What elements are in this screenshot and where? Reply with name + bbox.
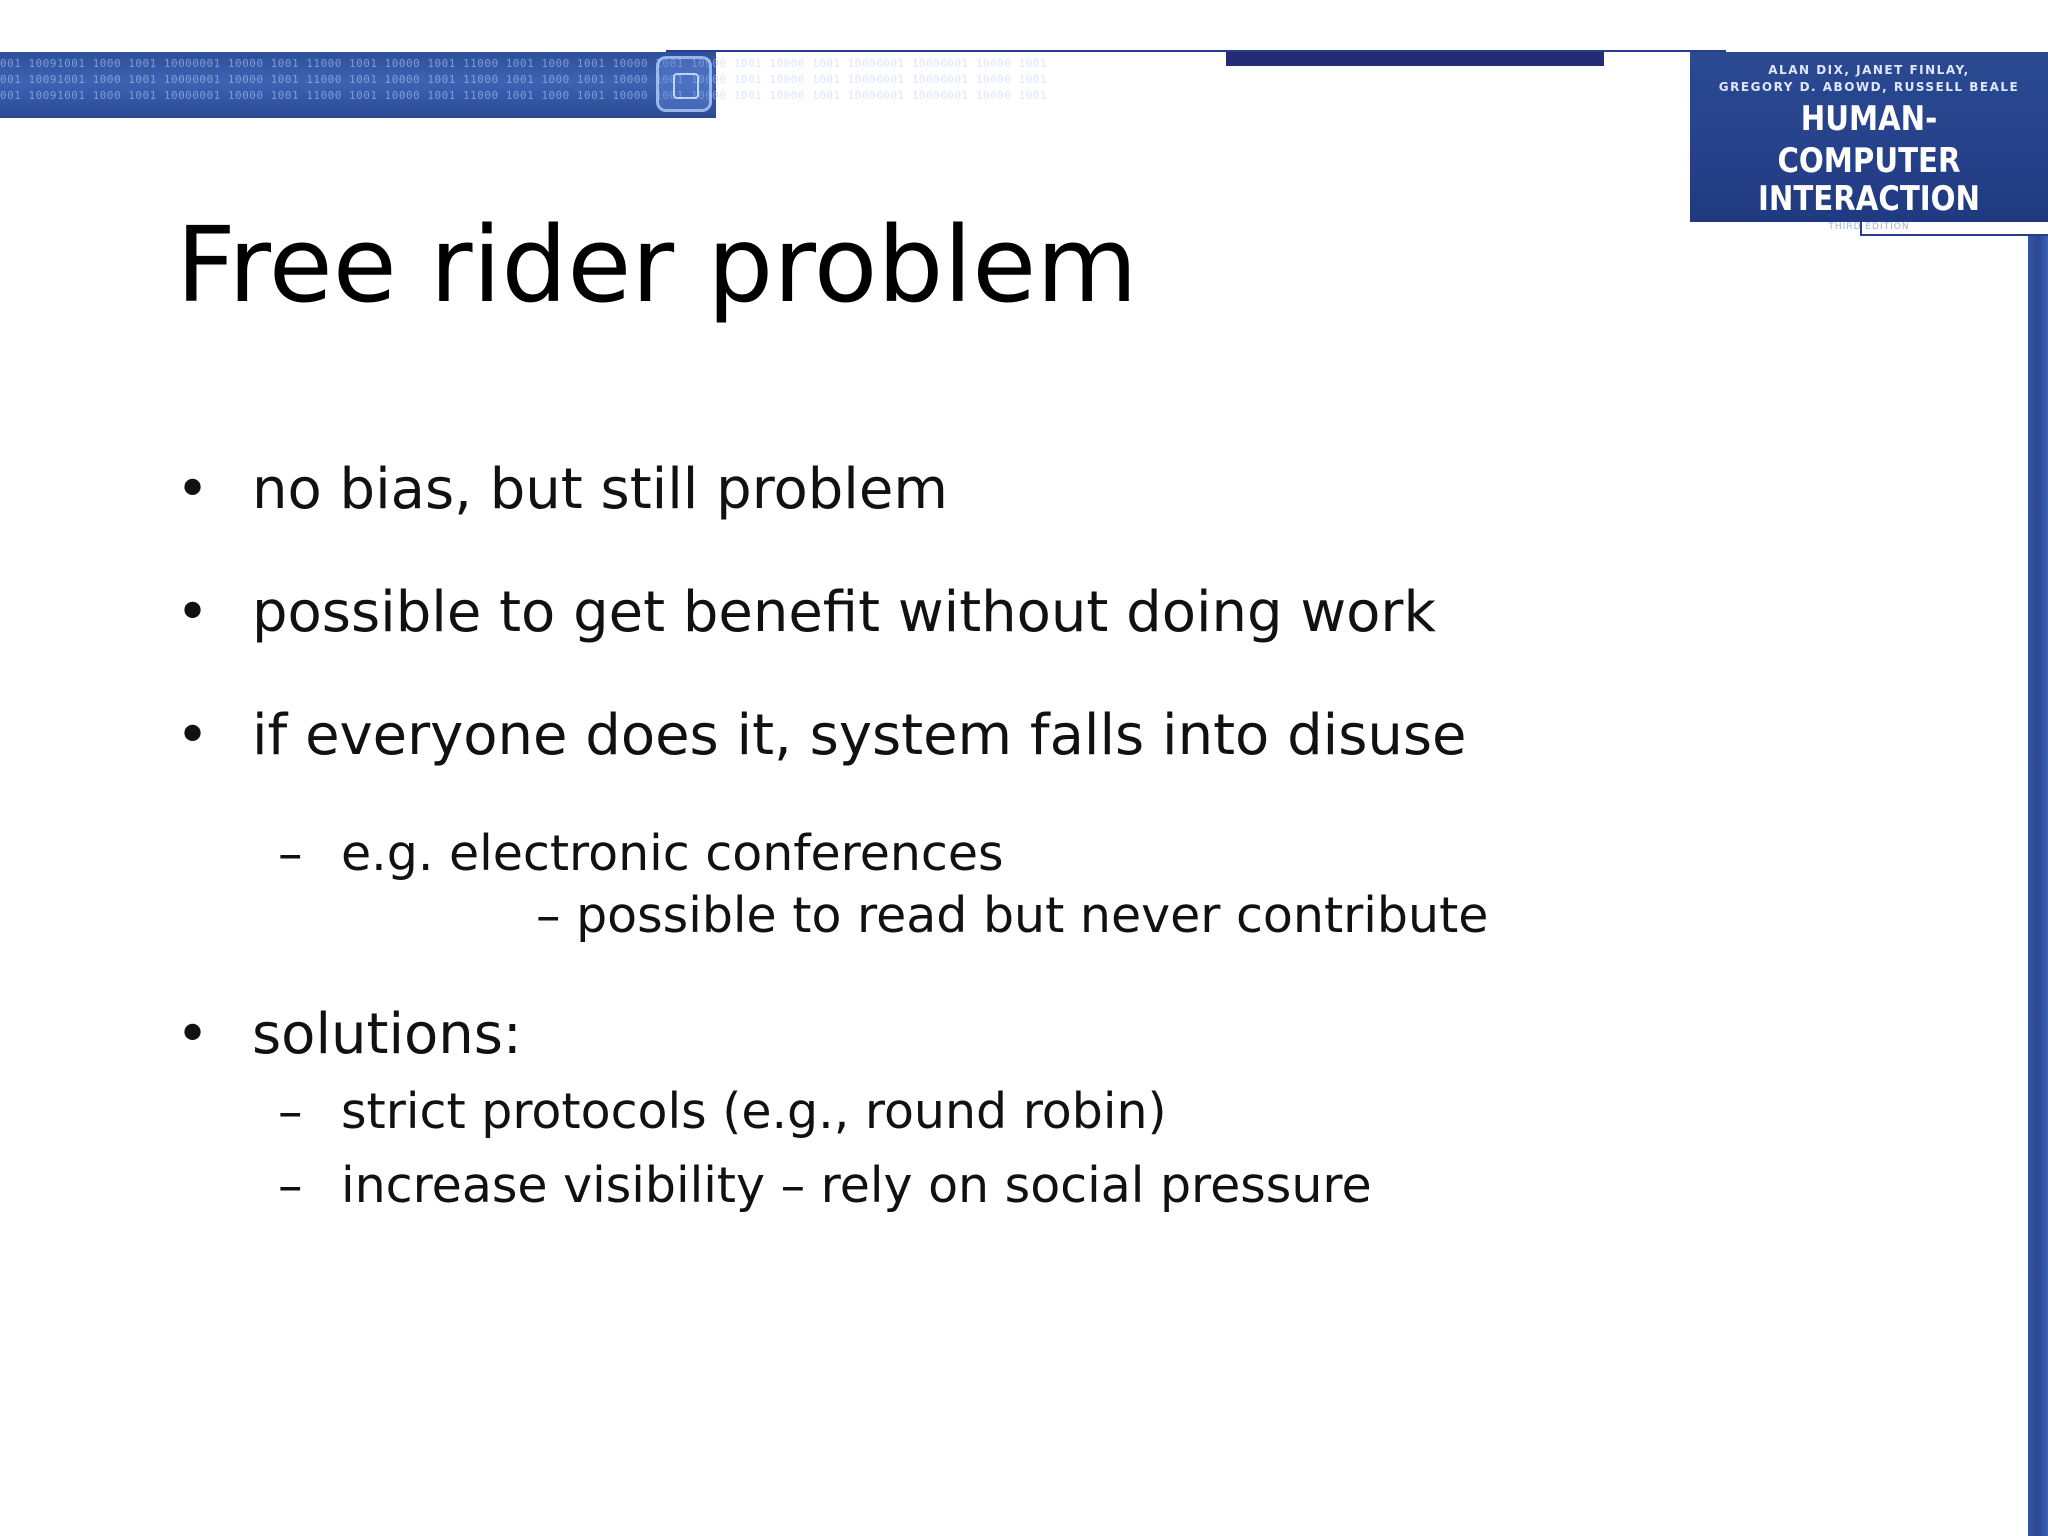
bullet-marker: •: [176, 457, 210, 522]
banner-binary-pattern: 001 10091001 1000 1001 10000001 10000 1001 11000 1001 10000 1001 11000 1001 1000 1001 10000 1001 10000 1001 10000 1001 10000001 10000001 10000 1001: [0, 89, 1048, 102]
cover-authors-line: ALAN DIX, JANET FINLAY,: [1768, 63, 1970, 77]
sub-bullet-item: increase visibility – rely on social pressure: [341, 1157, 1372, 1214]
cover-frame: [1860, 222, 2048, 236]
book-cover-logo: [1690, 52, 2048, 232]
top-accent-bar: [1226, 52, 1604, 66]
sub-bullet-marker: –: [278, 1083, 303, 1140]
bullet-item: solutions:: [252, 1002, 522, 1067]
cover-title-line: HUMAN-COMPUTER: [1777, 99, 1961, 181]
sub-bullet-marker: –: [278, 825, 303, 882]
chip-icon: [656, 56, 712, 112]
bullet-marker: •: [176, 1002, 210, 1067]
sub-bullet-item: e.g. electronic conferences: [341, 825, 1004, 882]
cover-edition: THIRD EDITION: [1828, 222, 1910, 232]
sub-sub-bullet-item: – possible to read but never contribute: [536, 887, 1489, 944]
banner-binary-pattern: 001 10091001 1000 1001 10000001 10000 1001 11000 1001 10000 1001 11000 1001 1000 1001 10000 1001 10000 1001 10000 1001 10000001 10000001 10000 1001: [0, 73, 1048, 86]
sub-bullet-marker: –: [278, 1157, 303, 1214]
cover-title-line: INTERACTION: [1757, 179, 1981, 219]
bullet-item: if everyone does it, system falls into disuse: [252, 703, 1467, 768]
binary-banner: [0, 52, 1048, 118]
bullet-item: possible to get benefit without doing work: [252, 580, 1436, 645]
bullet-marker: •: [176, 703, 210, 768]
cover-authors-line: GREGORY D. ABOWD, RUSSELL BEALE: [1718, 80, 2020, 94]
bullet-marker: •: [176, 580, 210, 645]
right-edge-stripe: [2028, 236, 2048, 1536]
sub-bullet-item: strict protocols (e.g., round robin): [341, 1083, 1167, 1140]
slide-title: Free rider problem: [176, 204, 1138, 326]
banner-binary-pattern: 001 10091001 1000 1001 10000001 10000 1001 11000 1001 10000 1001 11000 1001 1000 1001 10000 1001 10000 1001 10000 1001 10000001 10000001 10000 1001: [0, 57, 1048, 70]
bullet-item: no bias, but still problem: [252, 457, 948, 522]
